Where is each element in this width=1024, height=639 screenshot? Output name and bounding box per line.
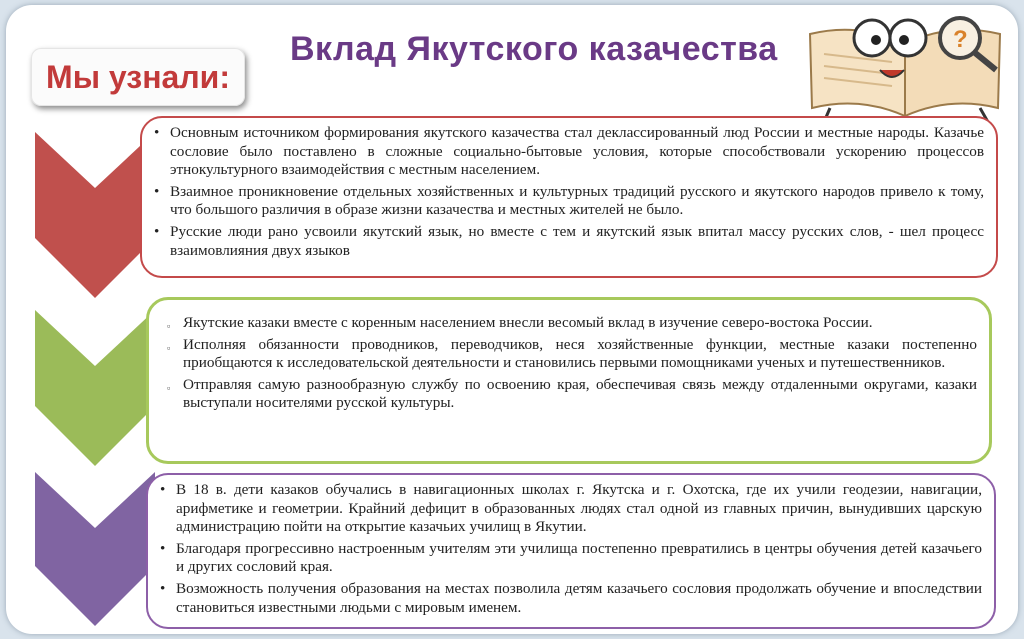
list-item: • В 18 в. дети казаков обучались в навигационных школах г. Якутска и г. Охотска, где их учили геодезии, навигации, арифметике и геометрии. Крайний дефицит в образованных людях стал одной из главных причин, вынудивших царскую администрацию пойти на открытие казачьих училищ в Якутии. — [160, 481, 982, 536]
book-with-glasses-and-magnifier-icon — [800, 4, 1022, 124]
list-item: • Взаимное проникновение отдельных хозяйственных и культурных традиций русского и якутского народов привело к тому, что большого различия в образе жизни казачества и местных жителей не было. — [154, 182, 984, 219]
list-item: ▫ Якутские казаки вместе с коренным населением внесли весомый вклад в изучение северо-востока России. — [167, 314, 873, 331]
svg-text:?: ? — [953, 26, 968, 53]
list-item: • Возможность получения образования на местах позволила детям казачьего сословия продолжать обучение и впоследствии становиться известными людьми с мировым именем. — [160, 579, 982, 616]
panel-exploration — [146, 297, 992, 464]
purple-chevron-icon — [35, 472, 155, 626]
list-item: • Благодаря прогрессивно настроенным учителям эти училища постепенно превратились в центры обучения детей казачьего и других сословий края. — [160, 539, 982, 576]
green-chevron-icon — [35, 310, 155, 466]
learned-badge — [31, 48, 245, 106]
list-item: • Русские люди рано усвоили якутский язык, но вместе с тем и якутский язык впитал массу русских слов, - шел процесс взаимовлияния двух языков — [154, 222, 984, 259]
panel-education — [146, 473, 996, 629]
page-title: Вклад Якутского казачества — [290, 30, 778, 68]
list-item: • Основным источником формирования якутского казачества стал деклассированный люд России и местные народы. Казачье сословие было поставлено в сложные социально-бытовые условия, которые способствовали ускорению процессов этнокультурного взаимодействия с местным населением. — [154, 124, 984, 179]
red-chevron-icon — [35, 132, 155, 298]
panel-cossack-origins — [140, 116, 998, 278]
list-item: ▫ Отправляя самую разнообразную службу по освоению края, обеспечивая связь между отдаленными округами, казаки выступали носителями русской культуры. — [167, 375, 977, 412]
learned-label: Мы узнали: — [46, 58, 230, 95]
list-item: ▫ Исполняя обязанности проводников, переводчиков, неся хозяйственные функции, местные казаки постепенно приобщаются к исследовательской деятельности и становились первыми помощниками ученых и путешественников. — [167, 335, 977, 372]
